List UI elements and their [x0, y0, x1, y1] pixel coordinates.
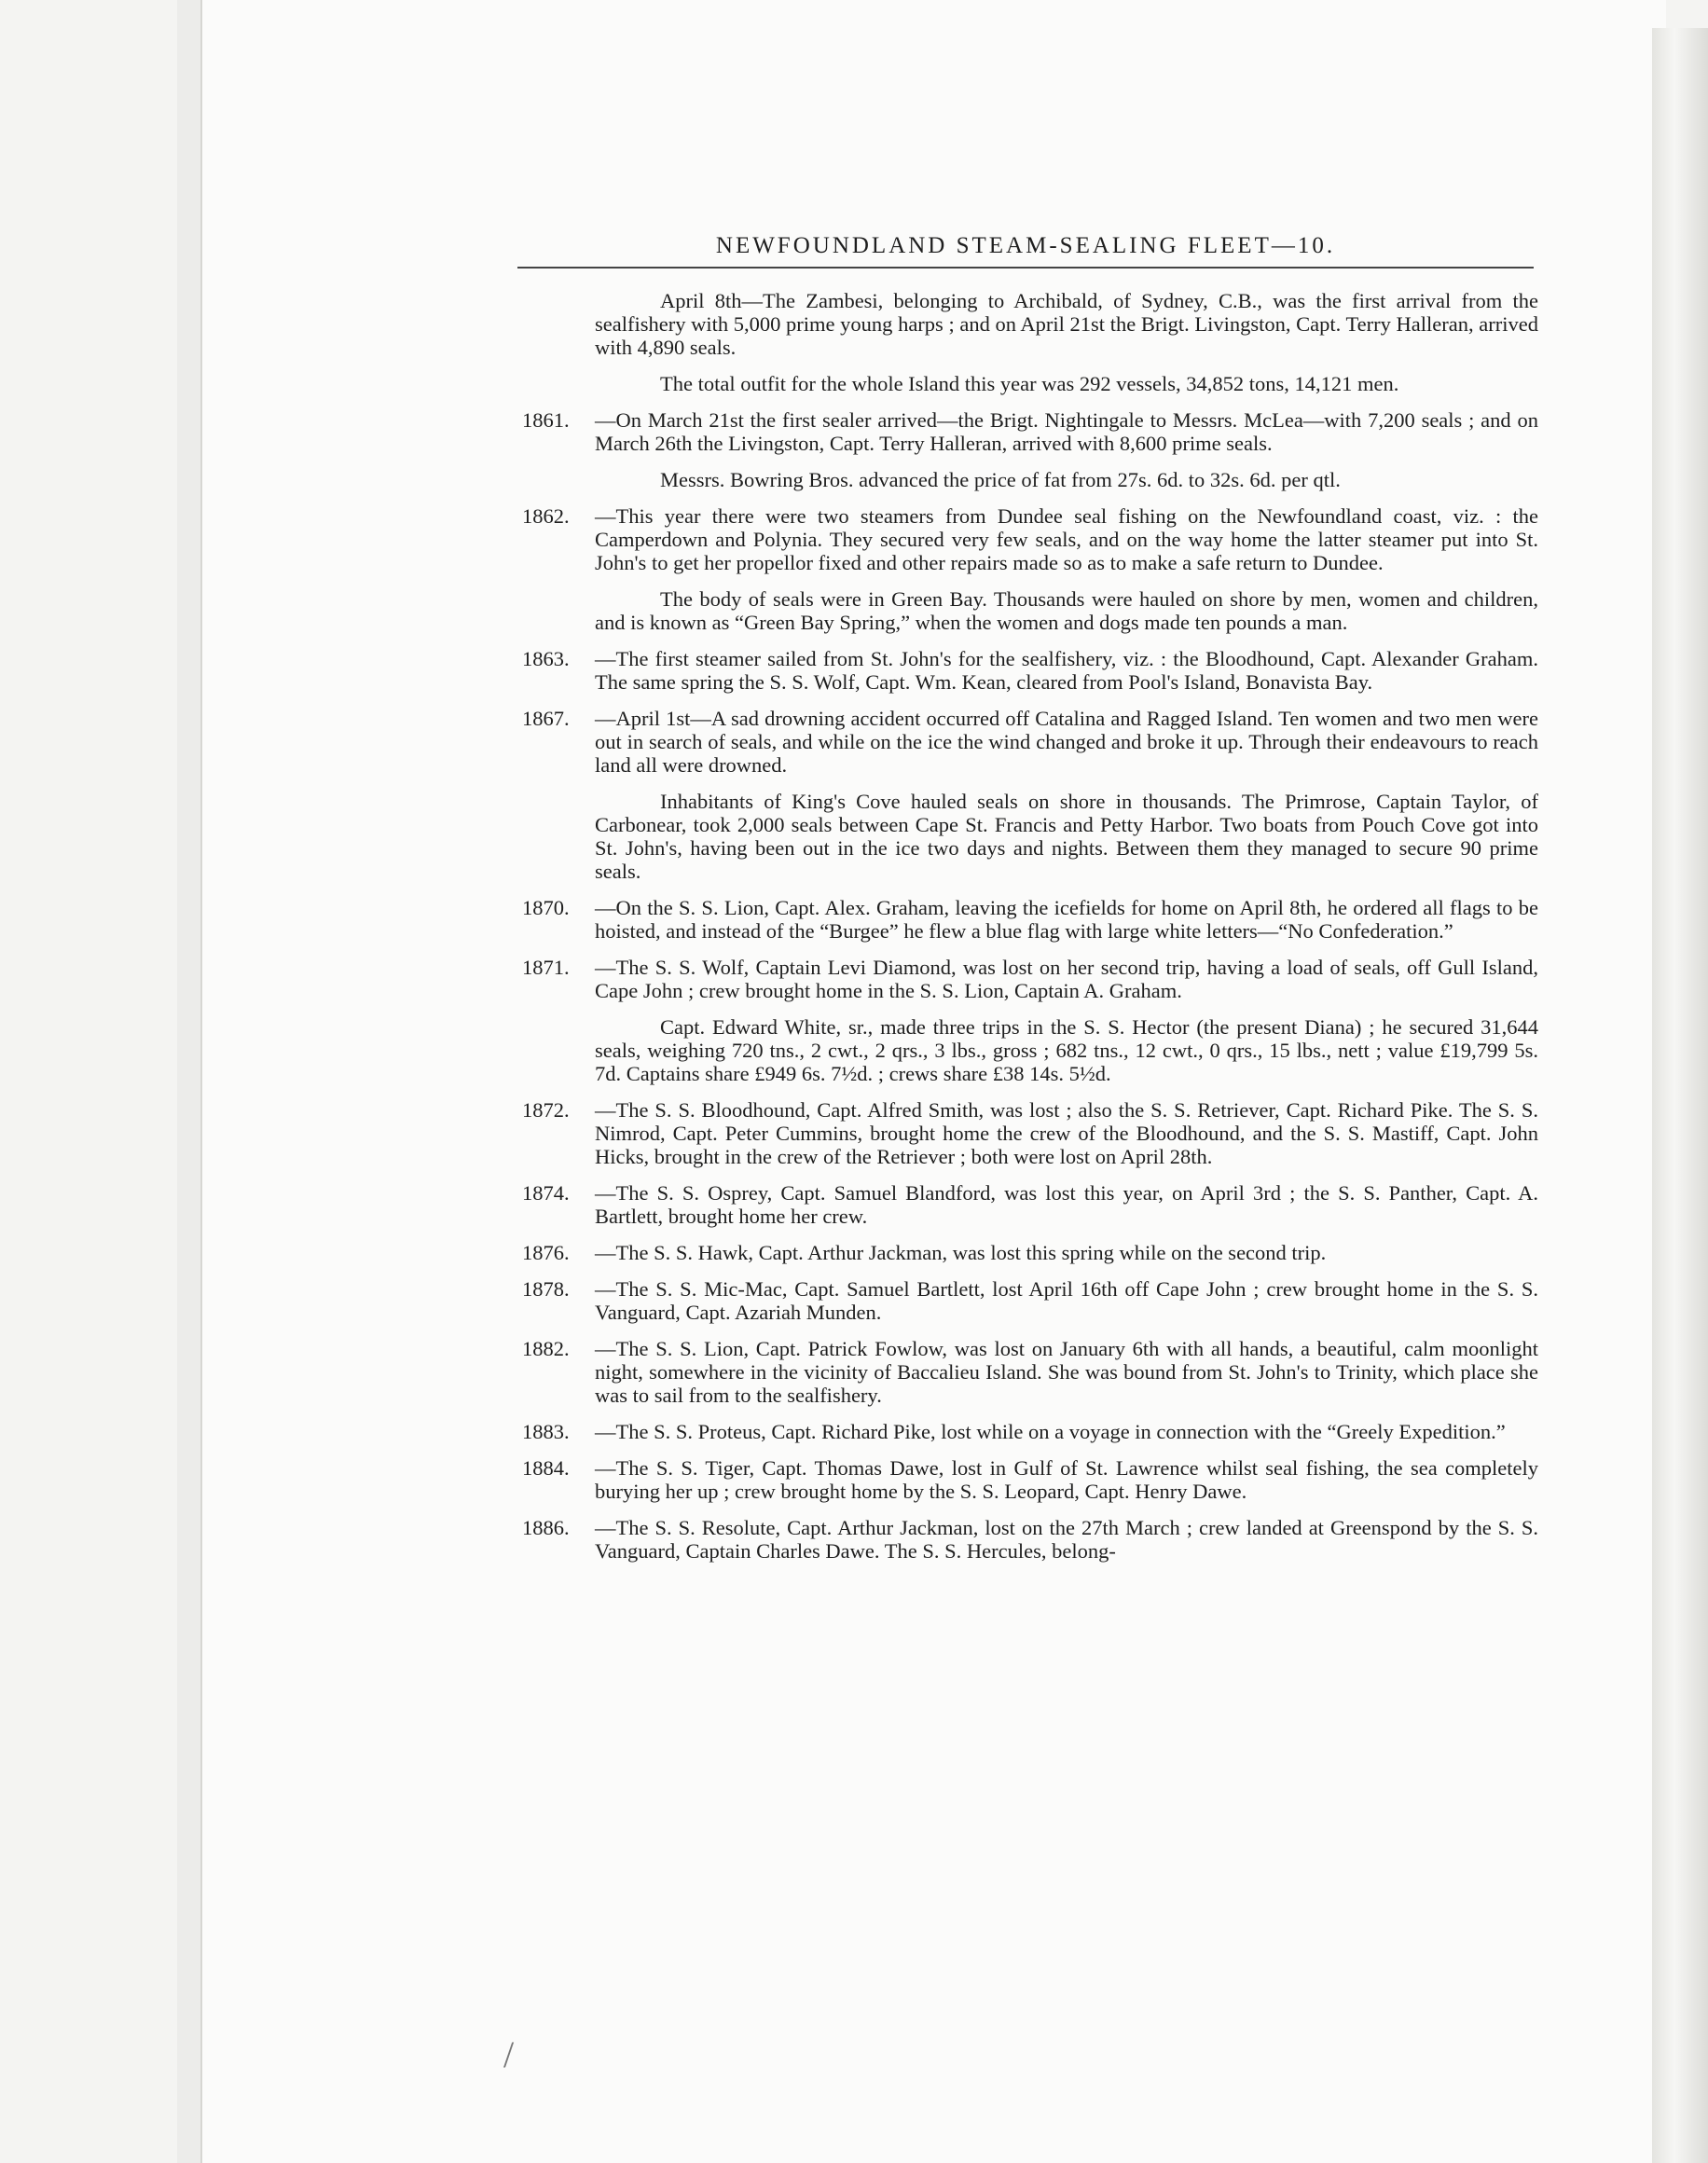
entry-1871 — [522, 956, 1538, 1002]
running-header: NEWFOUNDLAND STEAM-SEALING FLEET—10. — [517, 233, 1534, 269]
entry-text: —The S. S. Resolute, Capt. Arthur Jackman, lost on the 27th March ; crew landed at Greenspond by the S. S. Vanguard, Captain Charles Dawe. The S. S. Hercules, belong- — [595, 1516, 1538, 1563]
entry-1867 — [522, 707, 1538, 777]
paragraph-5: Inhabitants of King's Cove hauled seals on shore in thousands. The Primrose, Captain Taylor, of Carbonear, took 2,000 seals between Cape St. Francis and Petty Harbor. Two boats from Pouch Cove got into St. John's, having been out in the ice two days and nights. Between them they managed to secure 90 prime seals. — [595, 790, 1538, 883]
entry-year: 1870. — [522, 896, 570, 919]
entry-year: 1867. — [522, 707, 570, 730]
entry-1883 — [522, 1420, 1538, 1443]
entry-text: —The S. S. Lion, Capt. Patrick Fowlow, was lost on January 6th with all hands, a beautiful, calm moonlight night, somewhere in the vicinity of Baccalieu Island. She was bound from St. John's to Trinity, which place she was to sail from to the sealfishery. — [595, 1337, 1538, 1407]
entry-text: —The S. S. Bloodhound, Capt. Alfred Smith, was lost ; also the S. S. Retriever, Capt. Richard Pike. The S. S. Nimrod, Capt. Peter Cummins, brought home the crew of the Bloodhound, and the S. S. Mastiff, Capt. John Hicks, brought in the crew of the Retriever ; both were lost on April 28th. — [595, 1098, 1538, 1168]
entry-year: 1871. — [522, 956, 570, 979]
page-body — [522, 289, 1538, 1576]
entry-1874 — [522, 1181, 1538, 1228]
entry-text: —The S. S. Hawk, Capt. Arthur Jackman, was lost this spring while on the second trip. — [595, 1241, 1327, 1264]
entry-year: 1876. — [522, 1241, 570, 1264]
entry-1863 — [522, 647, 1538, 694]
entry-year: 1874. — [522, 1181, 570, 1205]
entry-year: 1872. — [522, 1098, 570, 1122]
entry-1862 — [522, 504, 1538, 574]
entry-text: —The S. S. Wolf, Captain Levi Diamond, was lost on her second trip, having a load of seals, off Gull Island, Cape John ; crew brought home in the S. S. Lion, Captain A. Graham. — [595, 956, 1538, 1002]
entry-1884 — [522, 1456, 1538, 1503]
entry-text: —April 1st—A sad drowning accident occurred off Catalina and Ragged Island. Ten women and two men were out in search of seals, and while on the ice the wind changed and broke it up. Through their endeavours to reach land all were drowned. — [595, 707, 1538, 777]
paragraph-1: April 8th—The Zambesi, belonging to Archibald, of Sydney, C.B., was the first arrival from the sealfishery with 5,000 prime young harps ; and on April 21st the Brigt. Livingston, Capt. Terry Halleran, arrived with 4,890 seals. — [595, 289, 1538, 359]
entry-1886 — [522, 1516, 1538, 1563]
entry-1870 — [522, 896, 1538, 943]
entry-text: —On March 21st the first sealer arrived—the Brigt. Nightingale to Messrs. McLea—with 7,200 seals ; and on March 26th the Livingston, Capt. Terry Halleran, arrived with 8,600 prime seals. — [595, 408, 1538, 455]
entry-1878 — [522, 1277, 1538, 1324]
entry-text: —The S. S. Proteus, Capt. Richard Pike, lost while on a voyage in connection with the “Greely Expedition.” — [595, 1420, 1506, 1443]
entry-year: 1886. — [522, 1516, 570, 1539]
entry-year: 1884. — [522, 1456, 570, 1480]
paragraph-3: Messrs. Bowring Bros. advanced the price of fat from 27s. 6d. to 32s. 6d. per qtl. — [660, 468, 1341, 491]
entry-text: —The S. S. Tiger, Capt. Thomas Dawe, lost in Gulf of St. Lawrence whilst seal fishing, the sea completely burying her up ; crew brought home by the S. S. Leopard, Capt. Henry Dawe. — [595, 1456, 1538, 1503]
entry-text: —The first steamer sailed from St. John's for the sealfishery, viz. : the Bloodhound, Capt. Alexander Graham. The same spring the S. S. Wolf, Capt. Wm. Kean, cleared from Pool's Island, Bonavista Bay. — [595, 647, 1538, 694]
entry-1872 — [522, 1098, 1538, 1168]
entry-text: —This year there were two steamers from Dundee seal fishing on the Newfoundland coast, viz. : the Camperdown and Polynia. They secured very few seals, and on the way home the latter steamer put into St. John's to get her propellor fixed and other repairs made so as to make a safe return to Dundee. — [595, 504, 1538, 574]
entry-text: —On the S. S. Lion, Capt. Alex. Graham, leaving the icefields for home on April 8th, he ordered all flags to be hoisted, and instead of the “Burgee” he flew a blue flag with large white letters—“No Confederation.” — [595, 896, 1538, 943]
paper-mark: / — [503, 2033, 515, 2075]
entry-year: 1878. — [522, 1277, 570, 1301]
entry-year: 1861. — [522, 408, 570, 432]
page-right-edge — [1652, 28, 1708, 2163]
entry-text: —The S. S. Osprey, Capt. Samuel Blandford, was lost this year, on April 3rd ; the S. S. Panther, Capt. A. Bartlett, brought home her crew. — [595, 1181, 1538, 1228]
entry-year: 1883. — [522, 1420, 570, 1443]
entry-text: —The S. S. Mic-Mac, Capt. Samuel Bartlett, lost April 16th off Cape John ; crew brought home in the S. S. Vanguard, Capt. Azariah Munden. — [595, 1277, 1538, 1324]
entry-1882 — [522, 1337, 1538, 1407]
entry-year: 1863. — [522, 647, 570, 670]
entry-year: 1862. — [522, 504, 570, 528]
entry-1861 — [522, 408, 1538, 455]
entry-year: 1882. — [522, 1337, 570, 1360]
paragraph-2: The total outfit for the whole Island this year was 292 vessels, 34,852 tons, 14,121 men. — [660, 372, 1399, 395]
paragraph-6: Capt. Edward White, sr., made three trips in the S. S. Hector (the present Diana) ; he secured 31,644 seals, weighing 720 tns., 2 cwt., 2 qrs., 3 lbs., gross ; 682 tns., 12 cwt., 0 qrs., 15 lbs., nett ; value £19,799 5s. 7d. Captains share £949 6s. 7½d. ; crews share £38 14s. 5½d. — [595, 1015, 1538, 1085]
entry-1876 — [522, 1241, 1538, 1264]
paragraph-4: The body of seals were in Green Bay. Thousands were hauled on shore by men, women and children, and is known as “Green Bay Spring,” when the women and dogs made ten pounds a man. — [595, 587, 1538, 634]
